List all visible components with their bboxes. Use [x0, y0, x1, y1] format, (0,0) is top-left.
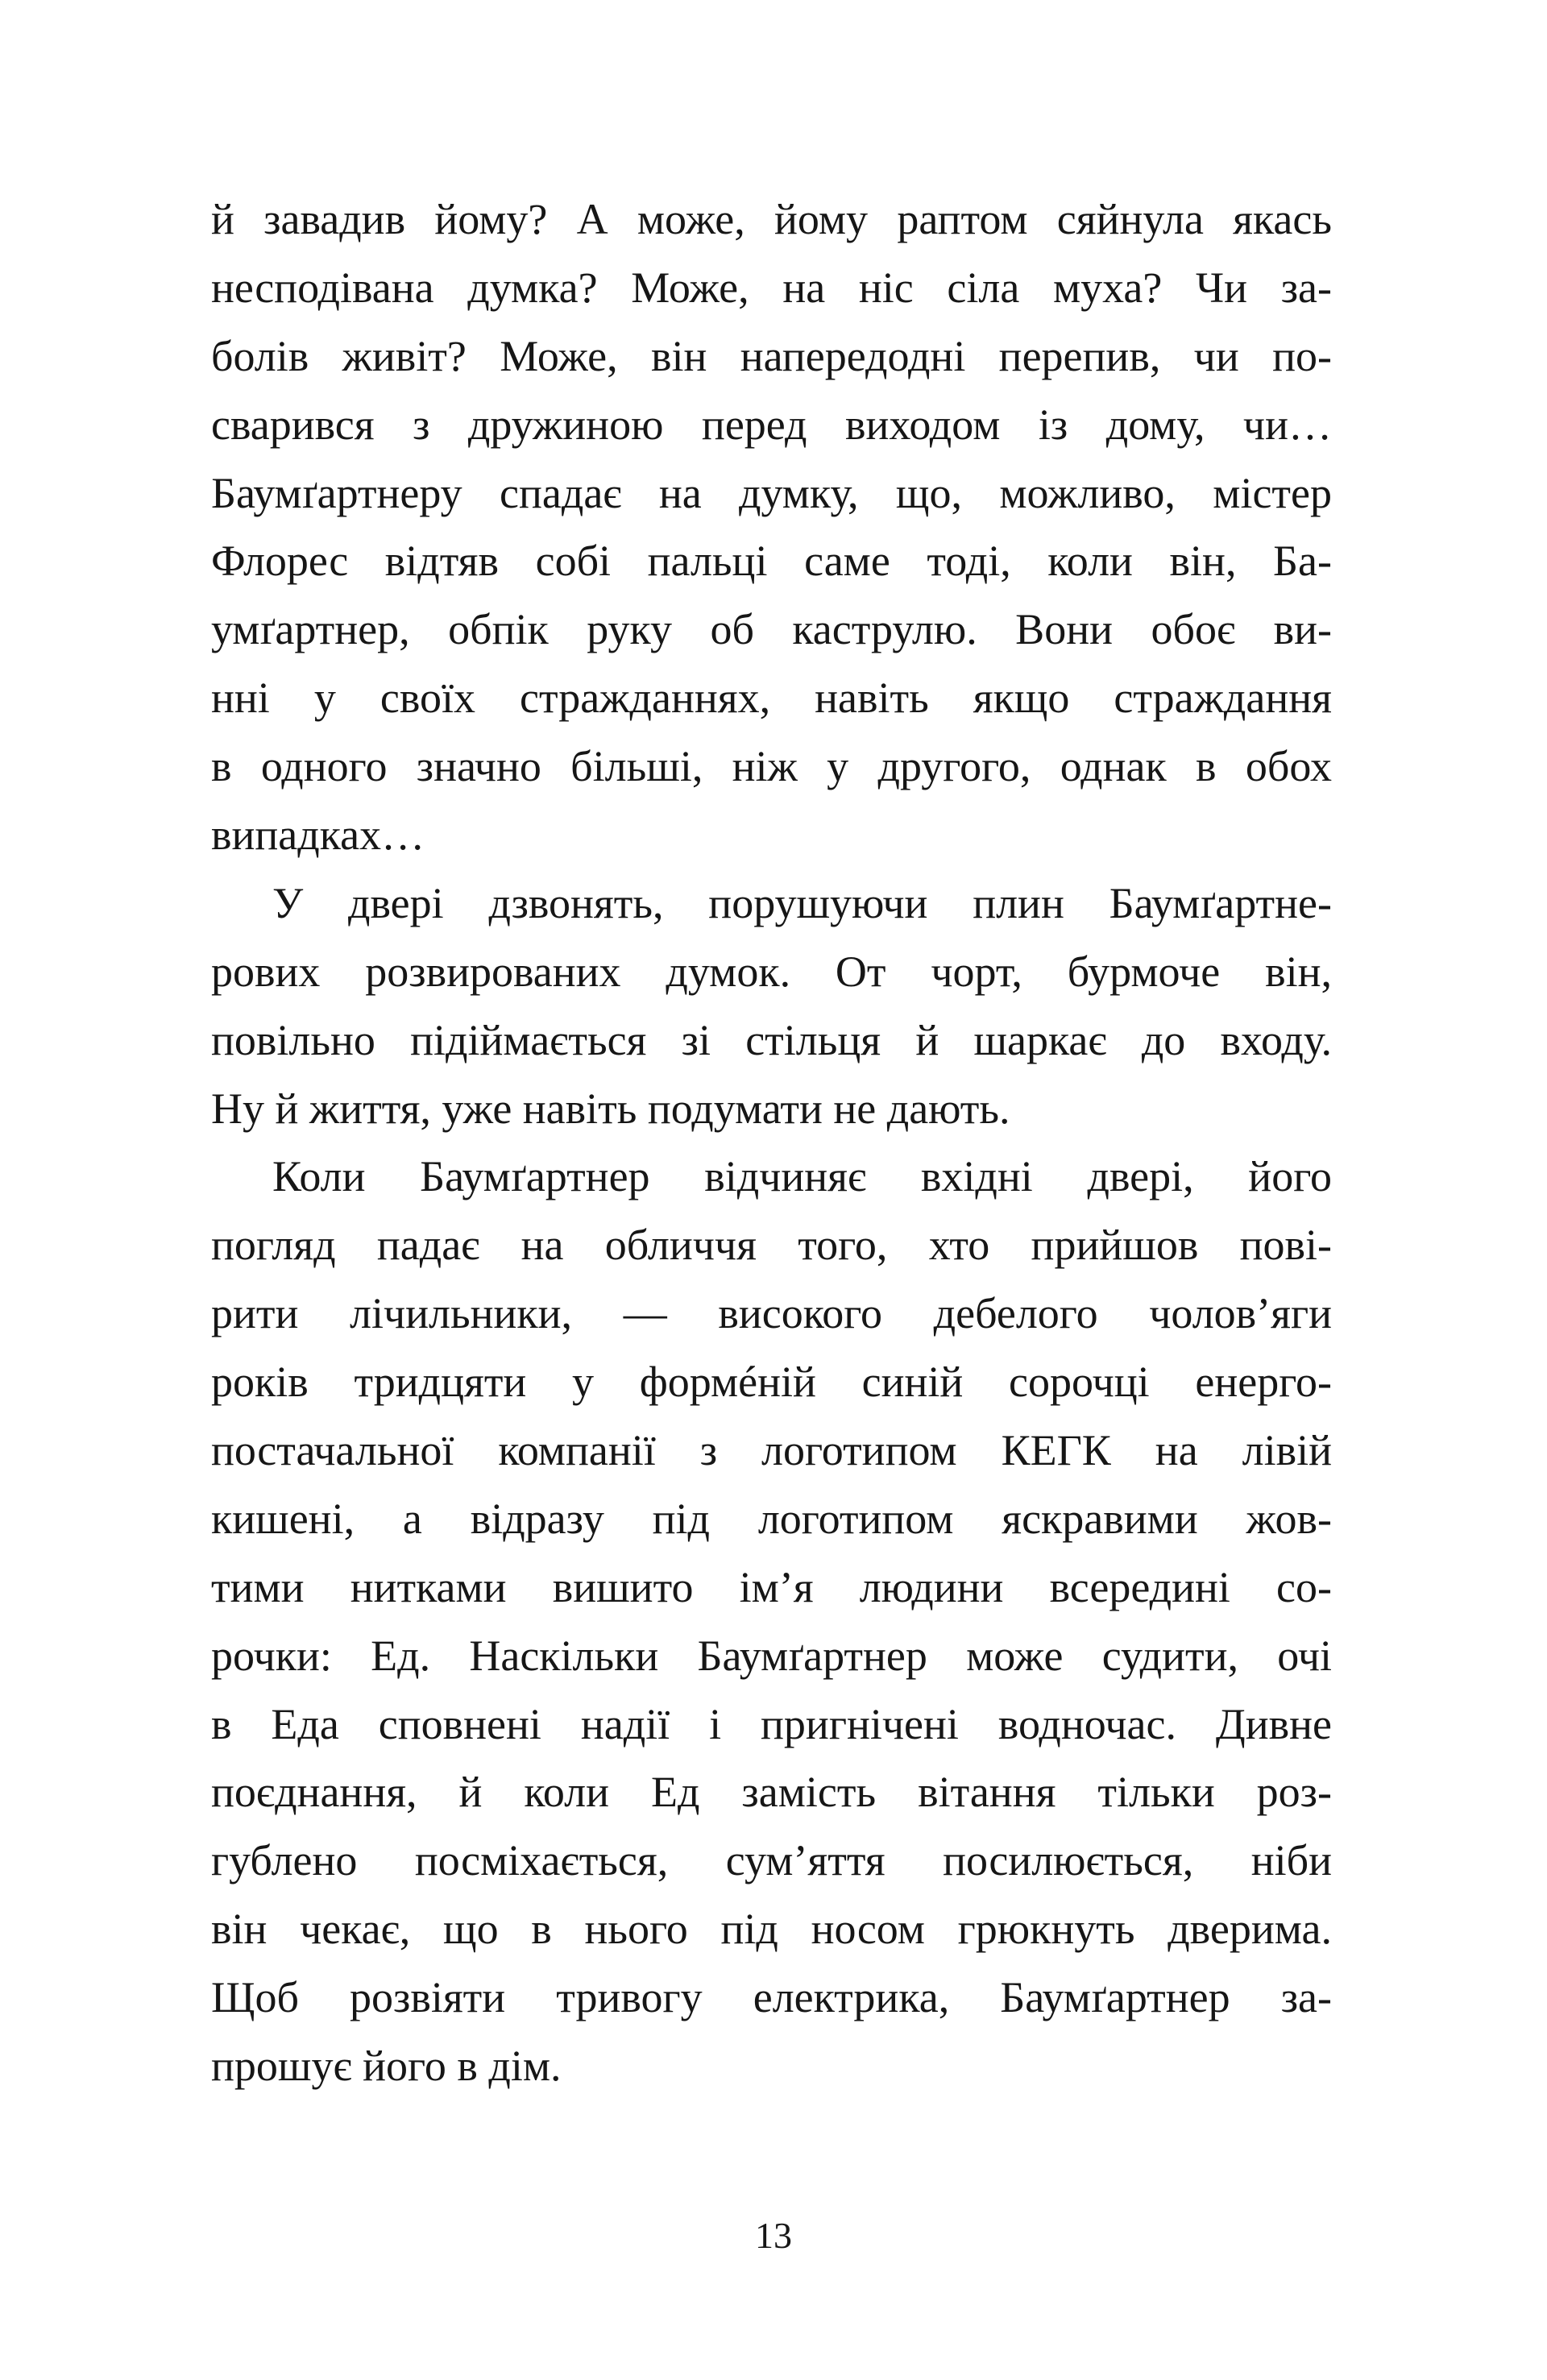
page-number: 13 [755, 2215, 792, 2256]
text-line: рочки: Ед. Наскільки Баумґартнер може судити, очі [211, 1631, 1332, 1680]
text-line: рових розвированих думок. От чорт, бурмоче він, [211, 947, 1332, 996]
text-line: сварився з дружиною перед виходом із дому, чи… [211, 400, 1332, 449]
text-line: погляд падає на обличчя того, хто прийшов пові- [211, 1221, 1332, 1270]
text-line: тими нитками вишито ім’я людини всередині со- [211, 1562, 1332, 1611]
text-line: несподівана думка? Може, на ніс сіла муха? Чи за- [211, 263, 1332, 312]
text-line: прошує його в дім. [211, 2042, 562, 2091]
text-line: кишені, а відразу під логотипом яскравими жов- [211, 1494, 1332, 1543]
body-text [211, 185, 1332, 2100]
text-line: повільно підіймається зі стільця й шаркає до входу. [211, 1015, 1332, 1064]
text-line: нні у своїх стражданнях, навіть якщо страждання [211, 674, 1332, 723]
text-line: рити лічильники, — високого дебелого чолов’яги [211, 1289, 1332, 1338]
text-line: болів живіт? Може, він напередодні перепив, чи по- [211, 331, 1332, 380]
text-line: й завадив йому? А може, йому раптом сяйнула якась [211, 195, 1332, 243]
paragraph-3 [211, 1142, 1332, 2100]
text-line: Флорес відтяв собі пальці саме тоді, коли він, Ба- [211, 537, 1332, 586]
text-line: Ну й життя, уже навіть подумати не дають. [211, 1084, 1010, 1133]
text-line: років тридцяти у формéній синій сорочці енерго- [211, 1358, 1332, 1407]
text-line: постачальної компанії з логотипом КЕГК на лівій [211, 1426, 1332, 1475]
text-line: поєднання, й коли Ед замість вітання тільки роз- [211, 1768, 1332, 1817]
paragraph-2 [211, 869, 1332, 1143]
text-line: в одного значно більші, ніж у другого, однак в обох [211, 742, 1332, 791]
text-line: випадках… [211, 811, 425, 860]
paragraph-1 [211, 185, 1332, 869]
text-line: він чекає, що в нього під носом грюкнуть дверима. [211, 1905, 1332, 1954]
text-line: Коли Баумґартнер відчиняє вхідні двері, його [272, 1152, 1332, 1201]
text-line: Щоб розвіяти тривогу електрика, Баумґартнер за- [211, 1973, 1332, 2022]
text-line: У двері дзвонять, порушуючи плин Баумґартне- [272, 878, 1332, 927]
text-line: умґартнер, обпік руку об каструлю. Вони обоє ви- [211, 605, 1332, 654]
text-line: гублено посміхається, сум’яття посилюється, ніби [211, 1836, 1332, 1885]
text-line: в Еда сповнені надії і пригнічені водночас. Дивне [211, 1699, 1332, 1748]
text-line: Баумґартнеру спадає на думку, що, можливо, містер [211, 468, 1332, 517]
